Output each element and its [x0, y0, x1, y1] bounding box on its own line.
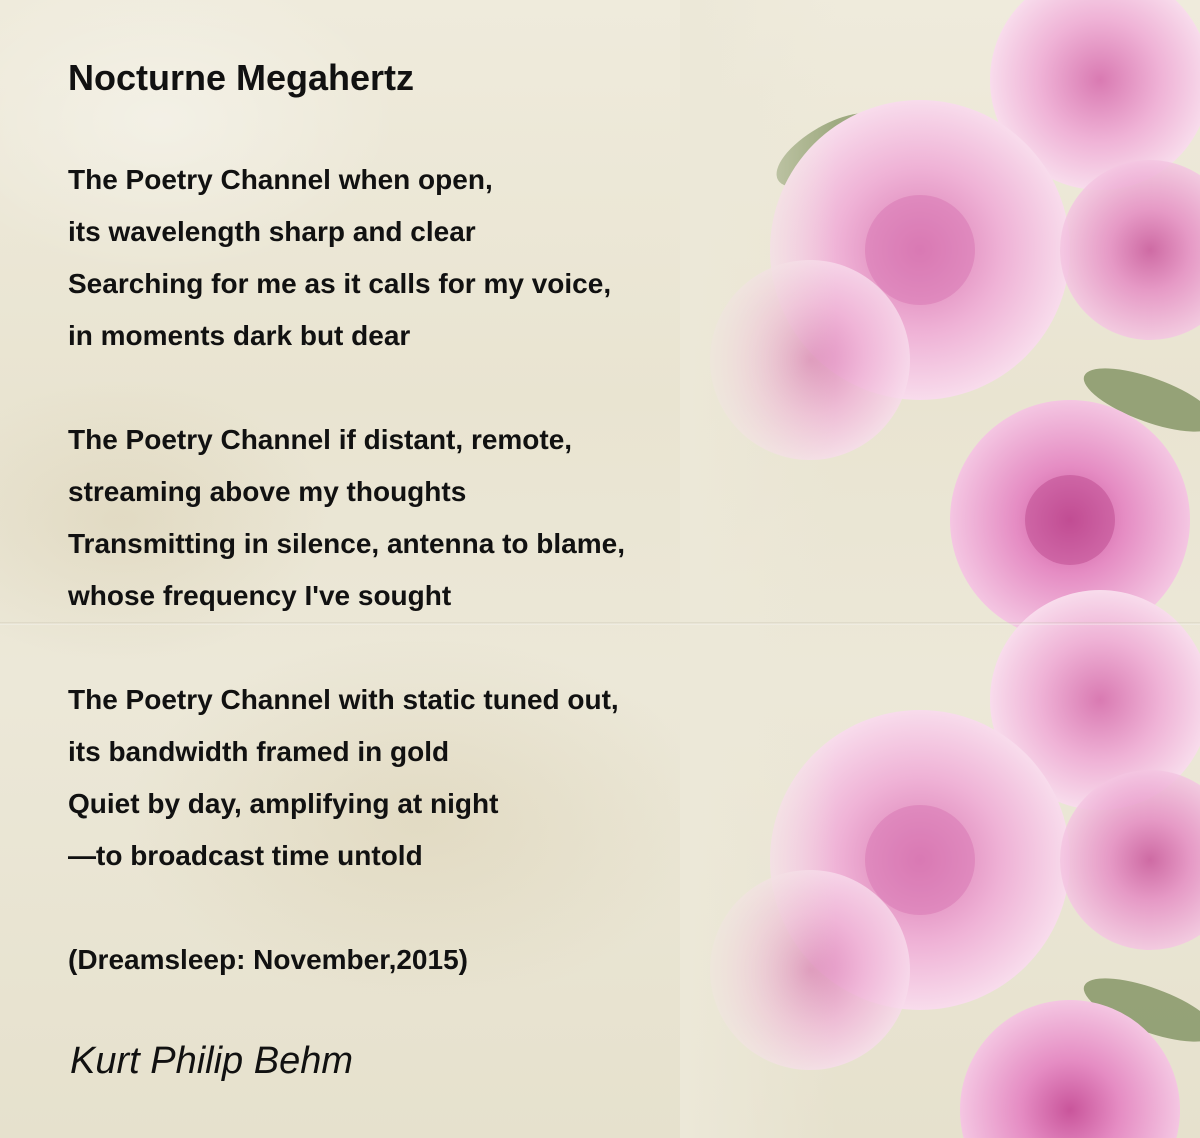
poem-body: [68, 56, 748, 986]
poem-line: its bandwidth framed in gold: [68, 736, 450, 767]
poem-line: Searching for me as it calls for my voice,: [68, 268, 612, 299]
poem-author: Kurt Philip Behm: [70, 1040, 354, 1082]
poem-line: Transmitting in silence, antenna to blame,: [68, 528, 626, 559]
poem-line: Quiet by day, amplifying at night: [68, 788, 499, 819]
poem-line: whose frequency I've sought: [68, 580, 452, 611]
stanza-1: [68, 154, 748, 362]
stanza-gap: [68, 362, 748, 414]
poem-date-note: (Dreamsleep: November,2015): [68, 944, 468, 975]
poem-line: The Poetry Channel with static tuned out,: [68, 684, 619, 715]
poem-line: The Poetry Channel if distant, remote,: [68, 424, 573, 455]
poem-title: Nocturne Megahertz: [68, 57, 415, 98]
stanza-gap: [68, 622, 748, 674]
poem-line: its wavelength sharp and clear: [68, 216, 476, 247]
stanza-3: [68, 674, 748, 882]
poem-line: in moments dark but dear: [68, 320, 411, 351]
poem-line: streaming above my thoughts: [68, 476, 467, 507]
stanza-2: [68, 414, 748, 622]
stanza-gap: [68, 882, 748, 934]
poem-line: —to broadcast time untold: [68, 840, 423, 871]
poem-line: The Poetry Channel when open,: [68, 164, 493, 195]
roses-image: [680, 0, 1200, 1138]
